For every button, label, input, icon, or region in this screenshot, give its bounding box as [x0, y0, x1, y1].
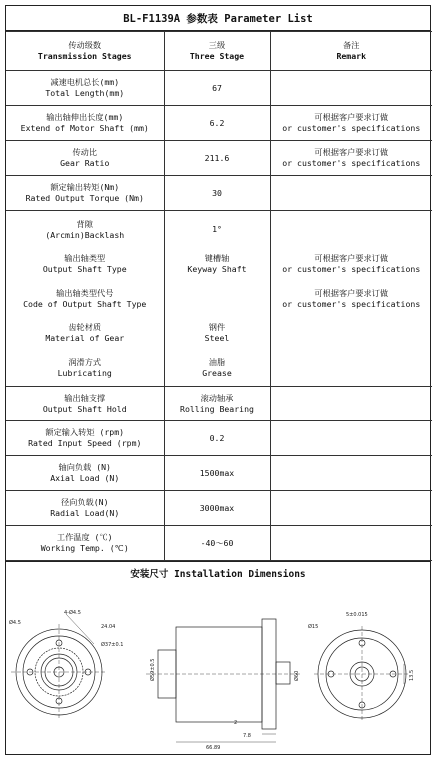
svg-text:Ø60: Ø60	[294, 670, 300, 681]
table-row: 额定输出转矩(Nm) Rated Output Torque (Nm) 30	[6, 176, 432, 211]
installation-title: 安装尺寸 Installation Dimensions	[6, 561, 430, 584]
svg-text:13.5: 13.5	[409, 669, 415, 681]
svg-text:Ø4.5: Ø4.5	[9, 620, 21, 626]
header-three-stage: 三级 Three Stage	[164, 32, 270, 71]
svg-text:4-Ø4.5: 4-Ø4.5	[64, 610, 81, 616]
svg-text:Ø59±0.5: Ø59±0.5	[150, 658, 156, 681]
page-title: BL-F1139A 参数表 Parameter List	[6, 6, 430, 31]
table-row-group: 背隙 (Arcmin)Backlash 输出轴类型 Output Shaft Type 输出轴类型代号 Code of Output Shaft Type 齿轮材质 Material of Gear 润滑方式 Lubricating 1° 键槽轴 Keyway Shaft 钢件 Steel 油脂 Grease 可根据客户要求订做 or customer's specifications 可根据客户要求订做 or customer's specifications	[6, 211, 432, 387]
installation-drawing	[6, 584, 430, 760]
svg-text:Ø37±0.1: Ø37±0.1	[101, 642, 124, 648]
table-row: 传动比 Gear Ratio 211.6 可根据客户要求订做 or customer's specifications	[6, 141, 432, 176]
parameter-table	[6, 31, 432, 561]
front-view-right	[314, 626, 410, 722]
front-view-left	[11, 614, 107, 720]
parameter-sheet	[5, 5, 431, 755]
svg-text:24.04: 24.04	[101, 624, 116, 630]
table-row: 输出轴支撑 Output Shaft Hold 滚动轴承 Rolling Bearing	[6, 387, 432, 421]
table-row: 输出轴伸出长度(mm) Extend of Motor Shaft (mm) 6.2 可根据客户要求订做 or customer's specifications	[6, 106, 432, 141]
dimension-drawing	[6, 584, 430, 760]
table-header	[6, 32, 432, 71]
svg-text:66.89: 66.89	[206, 745, 221, 751]
table-row: 轴向负载 (N) Axial Load (N) 1500max	[6, 456, 432, 491]
header-remark: 备注 Remark	[270, 32, 432, 71]
table-row: 径向负载(N) Radial Load(N) 3000max	[6, 491, 432, 526]
table-row: 减速电机总长(mm) Total Length(mm) 67	[6, 71, 432, 106]
header-stages: 传动级数 Transmission Stages	[6, 32, 164, 71]
svg-text:Ø15: Ø15	[308, 624, 319, 630]
svg-text:5±0.015: 5±0.015	[346, 612, 368, 618]
table-row: 额定输入转矩 (rpm) Rated Input Speed (rpm) 0.2	[6, 421, 432, 456]
side-view	[146, 619, 302, 742]
table-row: 工作温度 (℃) Working Temp. (℃) -40～60	[6, 526, 432, 561]
svg-text:7.8: 7.8	[243, 733, 251, 739]
svg-text:2: 2	[234, 720, 238, 726]
